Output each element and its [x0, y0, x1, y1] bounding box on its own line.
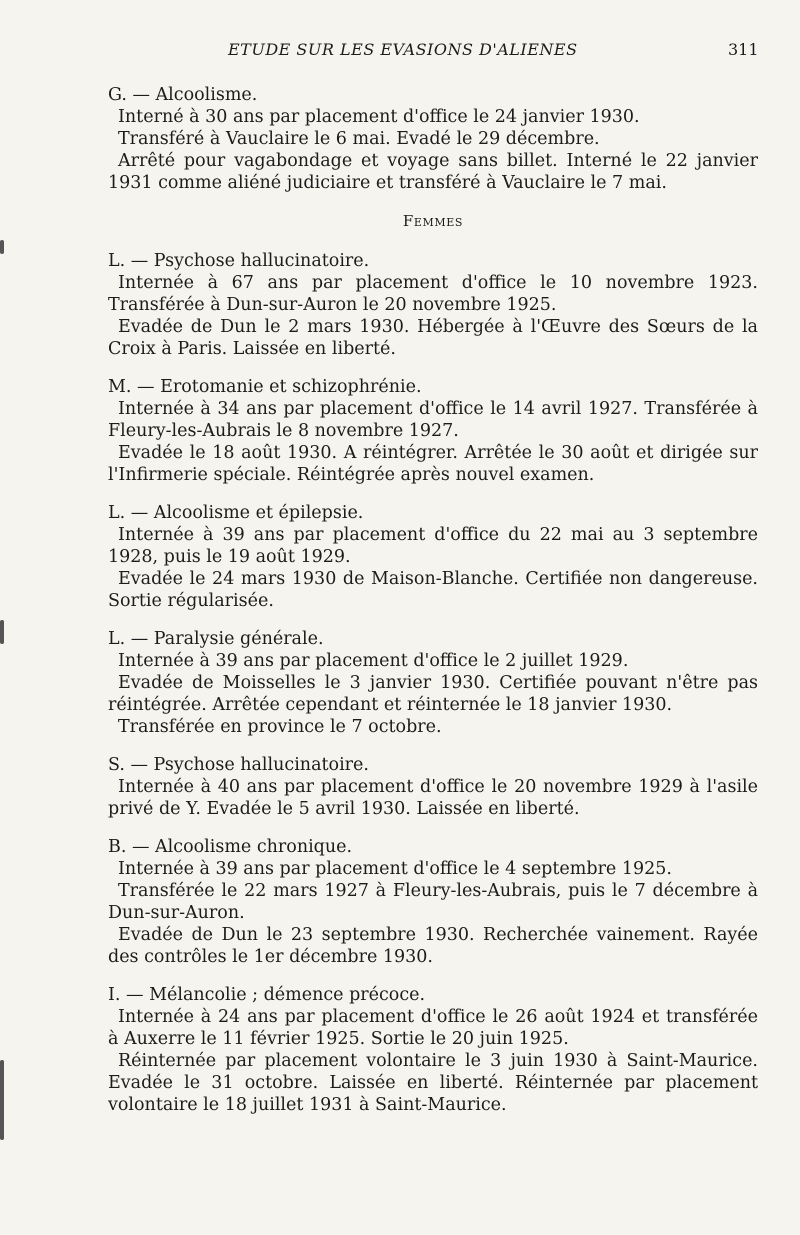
- case-paragraph: Internée à 34 ans par placement d'office le 14 avril 1927. Transférée à Fleury-les-Aubrais le 8 novembre 1927.: [108, 399, 758, 441]
- page-number: 311: [728, 40, 759, 59]
- running-title: ETUDE SUR LES EVASIONS D'ALIENES: [228, 40, 578, 59]
- case-paragraph: Transférée le 22 mars 1927 à Fleury-les-Aubrais, puis le 7 décembre à Dun-sur-Auron.: [108, 881, 758, 923]
- case-heading: L. — Alcoolisme et épilepsie.: [108, 503, 364, 523]
- case-heading: I. — Mélancolie ; démence précoce.: [108, 985, 426, 1005]
- case-entry: [108, 376, 758, 486]
- case-heading: B. — Alcoolisme chronique.: [108, 837, 353, 857]
- case-paragraph: Evadée de Dun le 23 septembre 1930. Recherchée vainement. Rayée des contrôles le 1er décembre 1930.: [108, 925, 758, 967]
- case-heading: L. — Psychose hallucinatoire.: [108, 251, 370, 271]
- case-paragraph: Internée à 67 ans par placement d'office le 10 novembre 1923. Transférée à Dun-sur-Auron le 20 novembre 1925.: [108, 273, 758, 315]
- case-heading: S. — Psychose hallucinatoire.: [108, 755, 369, 775]
- case-entry: [108, 250, 758, 360]
- case-paragraph: Internée à 39 ans par placement d'office du 22 mai au 3 septembre 1928, puis le 19 août 1929.: [108, 525, 758, 567]
- page-body: [108, 84, 758, 1132]
- case-entry: [108, 984, 758, 1116]
- case-paragraph: Interné à 30 ans par placement d'office le 24 janvier 1930.: [118, 107, 640, 127]
- case-paragraph: Evadée de Dun le 2 mars 1930. Hébergée à l'Œuvre des Sœurs de la Croix à Paris. Laissée en liberté.: [108, 317, 758, 359]
- case-entry: [108, 502, 758, 612]
- case-entry: [108, 754, 758, 820]
- case-paragraph: Arrêté pour vagabondage et voyage sans billet. Interné le 22 janvier 1931 comme aliéné judiciaire et transféré à Vauclaire le 7 mai.: [108, 151, 758, 193]
- binding-mark: [0, 240, 4, 254]
- case-entry: [108, 628, 758, 738]
- case-entry: [108, 836, 758, 968]
- case-heading: G. — Alcoolisme.: [108, 85, 258, 105]
- case-paragraph: Transféré à Vauclaire le 6 mai. Evadé le 29 décembre.: [118, 129, 600, 149]
- case-paragraph: Internée à 39 ans par placement d'office le 4 septembre 1925.: [118, 859, 672, 879]
- case-paragraph: Internée à 24 ans par placement d'office le 26 août 1924 et transférée à Auxerre le 11 février 1925. Sortie le 20 juin 1925.: [108, 1007, 758, 1049]
- case-paragraph: Evadée le 24 mars 1930 de Maison-Blanche. Certifiée non dangereuse. Sortie régularisée.: [108, 569, 758, 611]
- case-paragraph: Evadée de Moisselles le 3 janvier 1930. Certifiée pouvant n'être pas réintégrée. Arrêtée cependant et réinternée le 18 janvier 1930.: [108, 673, 758, 715]
- case-paragraph: Transférée en province le 7 octobre.: [118, 717, 442, 737]
- binding-mark: [0, 1060, 4, 1140]
- case-paragraph: Internée à 40 ans par placement d'office le 20 novembre 1929 à l'asile privé de Y. Evadée le 5 avril 1930. Laissée en liberté.: [108, 777, 758, 819]
- case-paragraph: Internée à 39 ans par placement d'office le 2 juillet 1929.: [118, 651, 629, 671]
- case-paragraph: Réinternée par placement volontaire le 3 juin 1930 à Saint-Maurice. Evadée le 31 octobre. Laissée en liberté. Réinternée par placement volontaire le 18 juillet 1931 à Saint-Maurice.: [108, 1051, 758, 1115]
- case-entry: [108, 84, 758, 194]
- case-paragraph: Evadée le 18 août 1930. A réintégrer. Arrêtée le 30 août et dirigée sur l'Infirmerie spéciale. Réintégrée après nouvel examen.: [108, 443, 758, 485]
- case-heading: M. — Erotomanie et schizophrénie.: [108, 377, 422, 397]
- case-heading: L. — Paralysie générale.: [108, 629, 324, 649]
- running-header: [0, 40, 800, 64]
- section-title: Femmes: [402, 212, 464, 230]
- binding-mark: [0, 620, 4, 644]
